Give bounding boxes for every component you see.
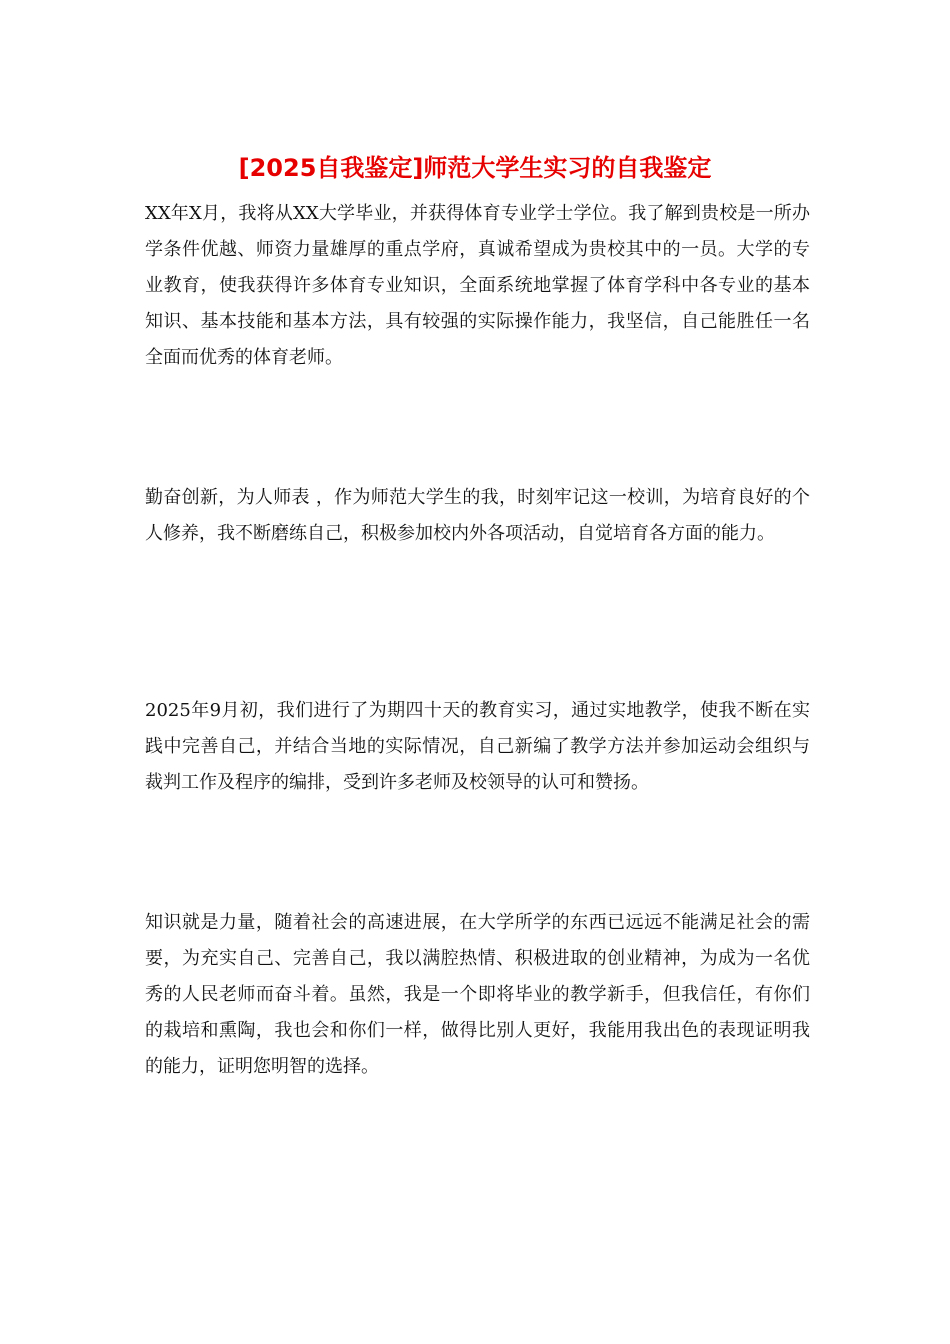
paragraph-teaching-internship: 2025年9月初，我们进行了为期四十天的教育实习，通过实地教学，使我不断在实践中完善自己，并结合当地的实际情况，自己新编了教学方法并参加运动会组织与裁判工作及程序的编排，受到许多老师及校领导的认可和赞扬。: [145, 700, 810, 793]
document-title: [2025自我鉴定]师范大学生实习的自我鉴定: [238, 154, 712, 182]
paragraph-school-motto: 勤奋创新，为人师表 ，作为师范大学生的我，时刻牢记这一校训，为培育良好的个人修养，我不断磨练自己，积极参加校内外各项活动，自觉培育各方面的能力。: [145, 487, 810, 544]
paragraph-closing-statement: 知识就是力量，随着社会的高速进展，在大学所学的东西已远远不能满足社会的需要，为充实自己、完善自己，我以满腔热情、积极进取的创业精神，为成为一名优秀的人民老师而奋斗着。虽然，我是一个即将毕业的教学新手，但我信任，有你们的栽培和熏陶，我也会和你们一样，做得比别人更好，我能用我出色的表现证明我的能力，证明您明智的选择。: [145, 912, 810, 1077]
paragraph-graduation-intro: XX年X月，我将从XX大学毕业，并获得体育专业学士学位。我了解到贵校是一所办学条件优越、师资力量雄厚的重点学府，真诚希望成为贵校其中的一员。大学的专业教育，使我获得许多体育专业知识，全面系统地掌握了体育学科中各专业的基本知识、基本技能和基本方法，具有较强的实际操作能力，我坚信，自己能胜任一名全面而优秀的体育老师。: [145, 203, 810, 368]
